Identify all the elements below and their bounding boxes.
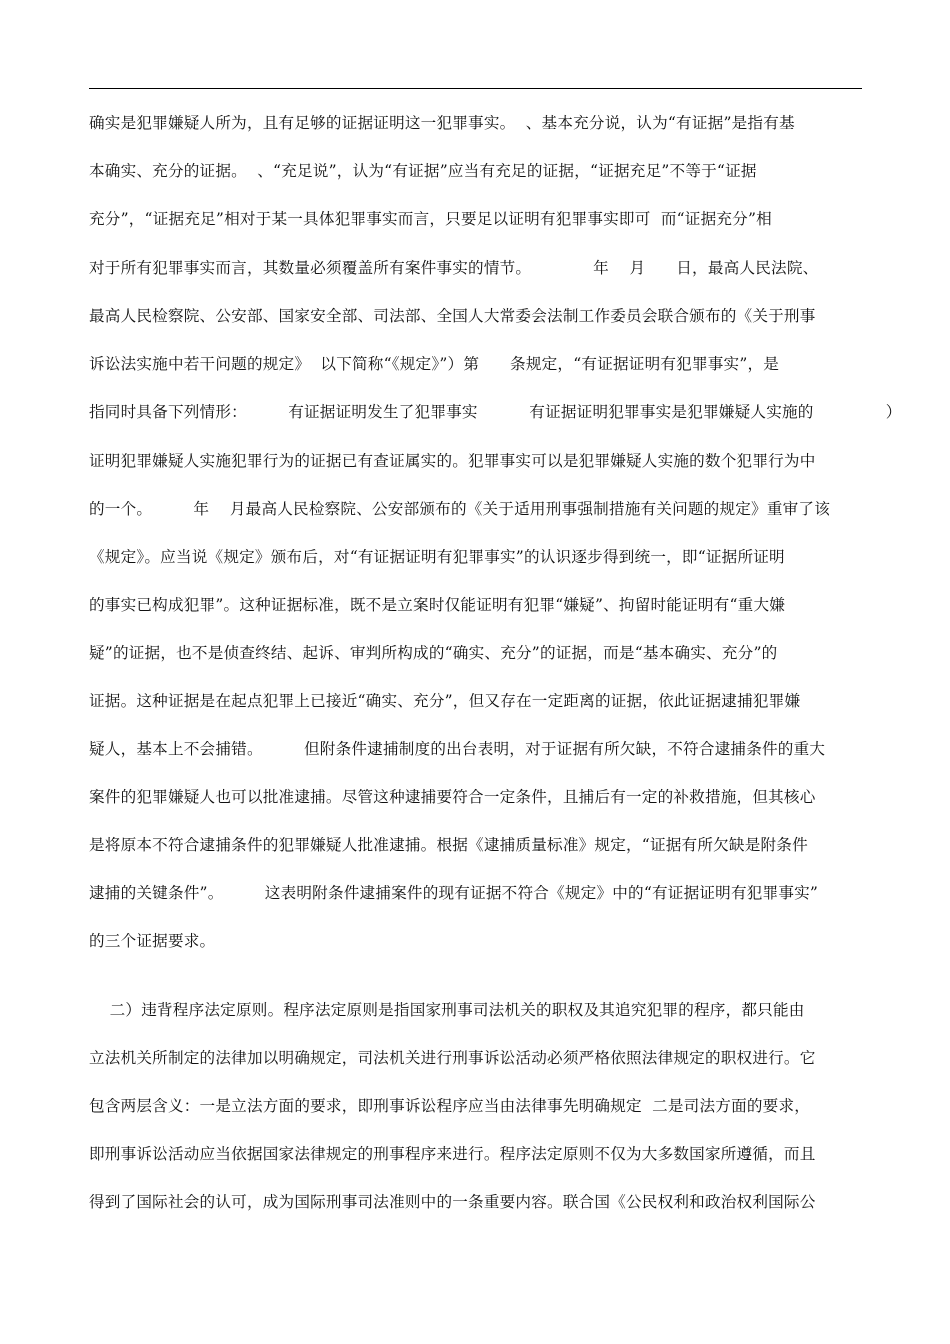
text-line: 的一个。 年 月最高人民检察院、公安部颁布的《关于适用刑事强制措施有关问题的规定》重审了该 (89, 500, 831, 518)
text-line: 证据。这种证据是在起点犯罪上已接近“确实、充分”，但又存在一定距离的证据，依此证据逮捕犯罪嫌 (89, 692, 801, 710)
text-line: 《规定》。应当说《规定》颁布后，对“有证据证明有犯罪事实”的认识逐步得到统一，即“证据所证明 (89, 548, 785, 566)
text-line: 逮捕的关键条件”。 这表明附条件逮捕案件的现有证据不符合《规定》中的“有证据证明有犯罪事实” (89, 884, 819, 902)
text-line: 案件的犯罪嫌疑人也可以批准逮捕。尽管这种逮捕要符合一定条件，且捕后有一定的补救措施，但其核心 (89, 788, 816, 806)
text-line: 二）违背程序法定原则。程序法定原则是指国家刑事司法机关的职权及其追究犯罪的程序，都只能由 (89, 1001, 805, 1019)
text-line: 疑人，基本上不会捕错。 但附条件逮捕制度的出台表明，对于证据有所欠缺，不符合逮捕条件的重大 (89, 740, 826, 758)
text-line: 立法机关所制定的法律加以明确规定，司法机关进行刑事诉讼活动必须严格依照法律规定的职权进行。它 (89, 1049, 816, 1067)
text-line: 的事实已构成犯罪”。这种证据标准，既不是立案时仅能证明有犯罪“嫌疑”、拘留时能证明有“重大嫌 (89, 596, 786, 614)
text-line: 包含两层含义：一是立法方面的要求，即刑事诉讼程序应当由法律事先明确规定 二是司法方面的要求， (89, 1097, 811, 1115)
text-line: 确实是犯罪嫌疑人所为，且有足够的证据证明这一犯罪事实。 、基本充分说，认为“有证据”是指有基 (89, 114, 795, 132)
text-line: 是将原本不符合逮捕条件的犯罪嫌疑人批准逮捕。根据《逮捕质量标准》规定，“证据有所欠缺是附条件 (89, 836, 808, 854)
text-line: 疑”的证据，也不是侦查终结、起诉、审判所构成的“确实、充分”的证据，而是“基本确实、充分”的 (89, 644, 778, 662)
text-line: 本确实、充分的证据。 、“充足说”，认为“有证据”应当有充足的证据，“证据充足”不等于“证据 (89, 162, 757, 180)
text-line: 得到了国际社会的认可，成为国际刑事司法准则中的一条重要内容。联合国《公民权利和政治权利国际公 (89, 1193, 816, 1211)
text-line: 指同时具备下列情形： 有证据证明发生了犯罪事实 有证据证明犯罪事实是犯罪嫌疑人实施的 ） (89, 403, 902, 421)
text-line: 最高人民检察院、公安部、国家安全部、司法部、全国人大常委会法制工作委员会联合颁布的《关于刑事 (89, 307, 816, 325)
text-line: 即刑事诉讼活动应当依据国家法律规定的刑事程序来进行。程序法定原则不仅为大多数国家所遵循，而且 (89, 1145, 816, 1163)
text-line: 诉讼法实施中若干问题的规定》 以下简称“《规定》”）第 条规定，“有证据证明有犯罪事实”，是 (89, 355, 780, 373)
text-line: 充分”，“证据充足”相对于某一具体犯罪事实而言，只要足以证明有犯罪事实即可 而“证据充分”相 (89, 210, 772, 228)
text-line: 证明犯罪嫌疑人实施犯罪行为的证据已有查证属实的。犯罪事实可以是犯罪嫌疑人实施的数个犯罪行为中 (89, 452, 816, 470)
text-line: 的三个证据要求。 (89, 932, 216, 950)
header-rule (89, 88, 862, 89)
text-line: 对于所有犯罪事实而言，其数量必须覆盖所有案件事实的情节。 年 月 日，最高人民法院、 (89, 259, 819, 277)
